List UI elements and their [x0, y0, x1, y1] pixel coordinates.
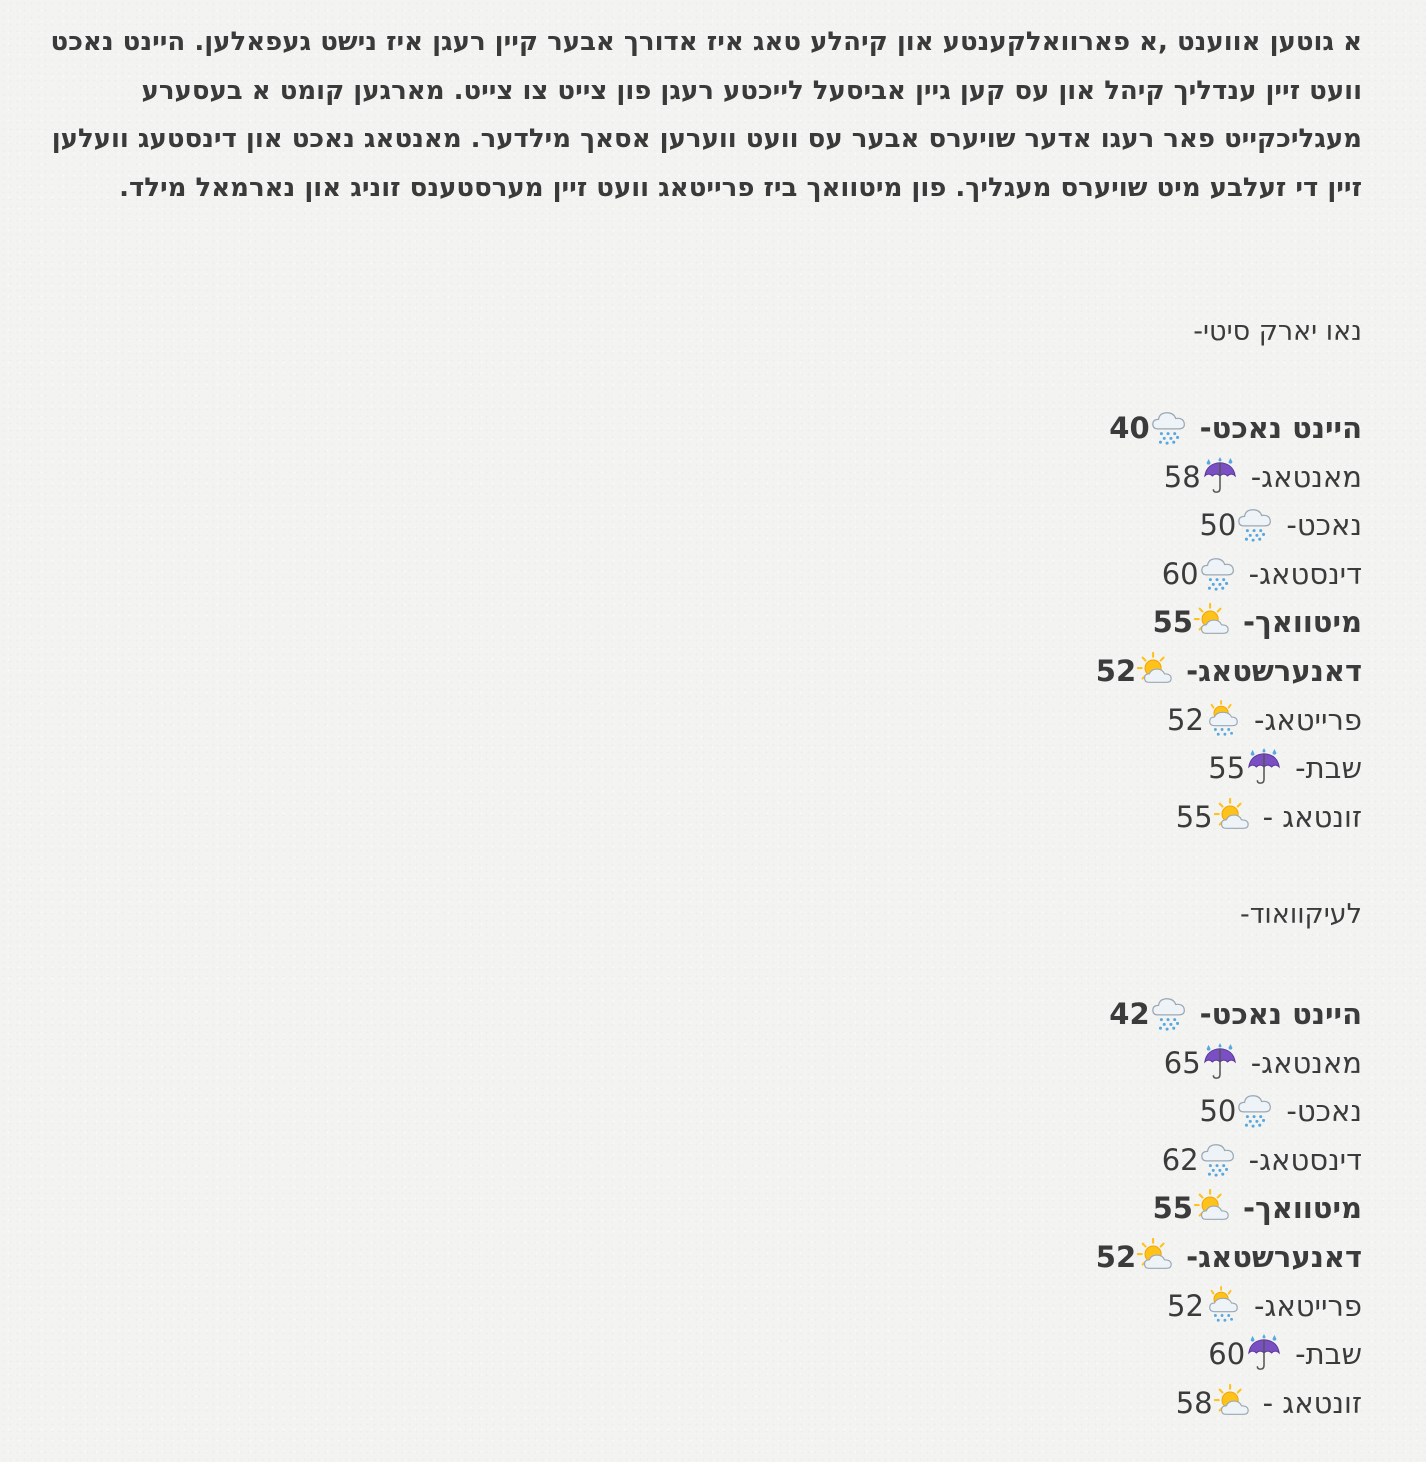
rain-cloud-icon	[1150, 408, 1188, 446]
forecast-list	[662, 990, 1362, 1427]
forecast-row	[662, 1136, 1362, 1185]
forecast-section-nyc	[662, 312, 1362, 834]
forecast-section-lakewood	[662, 895, 1362, 1420]
forecast-row	[662, 696, 1362, 745]
forecast-temperature: 52	[1095, 1239, 1137, 1274]
forecast-temperature: 40	[1109, 411, 1150, 445]
forecast-temperature: 65	[1163, 1045, 1201, 1080]
sun-behind-cloud-icon	[1193, 1188, 1231, 1226]
forecast-day-label: פרייטאג-	[1253, 1288, 1362, 1323]
forecast-day-label: שבת-	[1295, 751, 1362, 786]
sun-behind-cloud-icon	[1213, 797, 1251, 835]
forecast-row	[662, 404, 1362, 453]
forecast-row	[662, 1039, 1362, 1088]
forecast-day-label: מאנטאג-	[1250, 1045, 1362, 1080]
forecast-day-label: היינט נאכט-	[1199, 997, 1362, 1031]
rain-cloud-icon	[1199, 1140, 1237, 1178]
forecast-day-label: היינט נאכט-	[1199, 411, 1362, 445]
forecast-day-label: פרייטאג-	[1253, 702, 1362, 737]
forecast-temperature: 60	[1208, 1337, 1246, 1372]
forecast-temperature: 55	[1152, 605, 1193, 640]
sun-behind-cloud-icon	[1213, 1383, 1251, 1421]
forecast-day-label: דינסטאג-	[1248, 556, 1362, 591]
forecast-row	[662, 793, 1362, 842]
city-heading: לעיקוואוד-	[1239, 899, 1362, 930]
forecast-temperature: 60	[1161, 556, 1199, 591]
forecast-row	[662, 647, 1362, 696]
forecast-temperature: 55	[1208, 751, 1246, 786]
forecast-row	[662, 550, 1362, 599]
sun-behind-cloud-icon	[1193, 602, 1231, 640]
forecast-temperature: 52	[1167, 1288, 1204, 1323]
forecast-day-label: דינסטאג-	[1248, 1142, 1362, 1177]
sun-behind-rain-cloud-icon	[1204, 1286, 1242, 1324]
forecast-temperature: 42	[1109, 997, 1150, 1031]
forecast-row	[662, 1184, 1362, 1233]
forecast-temperature: 58	[1163, 459, 1201, 494]
forecast-temperature: 55	[1175, 799, 1213, 834]
rain-cloud-icon	[1150, 994, 1188, 1032]
forecast-row	[662, 990, 1362, 1039]
forecast-day-label: מיטוואך-	[1242, 605, 1362, 640]
umbrella-rain-icon	[1245, 748, 1283, 786]
forecast-temperature: 52	[1095, 653, 1137, 688]
forecast-row	[662, 744, 1362, 793]
forecast-temperature: 62	[1161, 1142, 1199, 1177]
forecast-day-label: דאנערשטאג-	[1186, 653, 1362, 688]
forecast-temperature: 50	[1199, 508, 1237, 543]
umbrella-rain-icon	[1201, 1043, 1239, 1081]
forecast-day-label: שבת-	[1295, 1337, 1362, 1372]
sun-behind-cloud-icon	[1136, 651, 1174, 689]
forecast-temperature: 50	[1199, 1094, 1237, 1129]
forecast-row	[662, 1087, 1362, 1136]
forecast-day-label: זונטאג -	[1262, 1385, 1362, 1420]
forecast-row	[662, 1379, 1362, 1428]
umbrella-rain-icon	[1201, 457, 1239, 495]
forecast-row	[662, 598, 1362, 647]
rain-cloud-icon	[1236, 1091, 1274, 1129]
forecast-list	[662, 404, 1362, 841]
forecast-day-label: נאכט-	[1286, 1094, 1362, 1129]
city-heading: נאו יארק סיטי-	[1193, 316, 1362, 347]
sun-behind-cloud-icon	[1136, 1237, 1174, 1275]
forecast-row	[662, 1233, 1362, 1282]
forecast-day-label: זונטאג -	[1262, 799, 1362, 834]
forecast-row	[662, 501, 1362, 550]
rain-cloud-icon	[1236, 505, 1274, 543]
forecast-row	[662, 1330, 1362, 1379]
forecast-row	[662, 1282, 1362, 1331]
sun-behind-rain-cloud-icon	[1204, 700, 1242, 738]
forecast-day-label: מאנטאג-	[1250, 459, 1362, 494]
umbrella-rain-icon	[1245, 1334, 1283, 1372]
forecast-temperature: 58	[1175, 1385, 1213, 1420]
forecast-day-label: מיטוואך-	[1242, 1191, 1362, 1226]
forecast-intro: א גוטען אווענט ,א פארוואלקענטע און קיהלע טאג איז אדורך אבער קיין רעגן איז נישט געפאלען. היינט נאכט וועט זיין ענדליך קיהל און עס קען גיין אביסעל לייכטע רעגן פון צייט צו צייט. מארגען קומט א בעסערע מעגליכקייט פאר רעגו אדער שויערס אבער עס וועט ווערען אסאך מילדער. מאנטאג נאכט און דינסטעג וועלען זיין די זעלבע מיט שויערס מעגליך. פון מיטוואך ביז פרייטאג וועט זיין מערסטענס זוניג און נארמאל מילד.	[50, 27, 1362, 203]
forecast-temperature: 52	[1167, 702, 1204, 737]
rain-cloud-icon	[1199, 554, 1237, 592]
forecast-day-label: דאנערשטאג-	[1186, 1239, 1362, 1274]
forecast-row	[662, 453, 1362, 502]
forecast-day-label: נאכט-	[1286, 508, 1362, 543]
forecast-temperature: 55	[1152, 1191, 1193, 1226]
